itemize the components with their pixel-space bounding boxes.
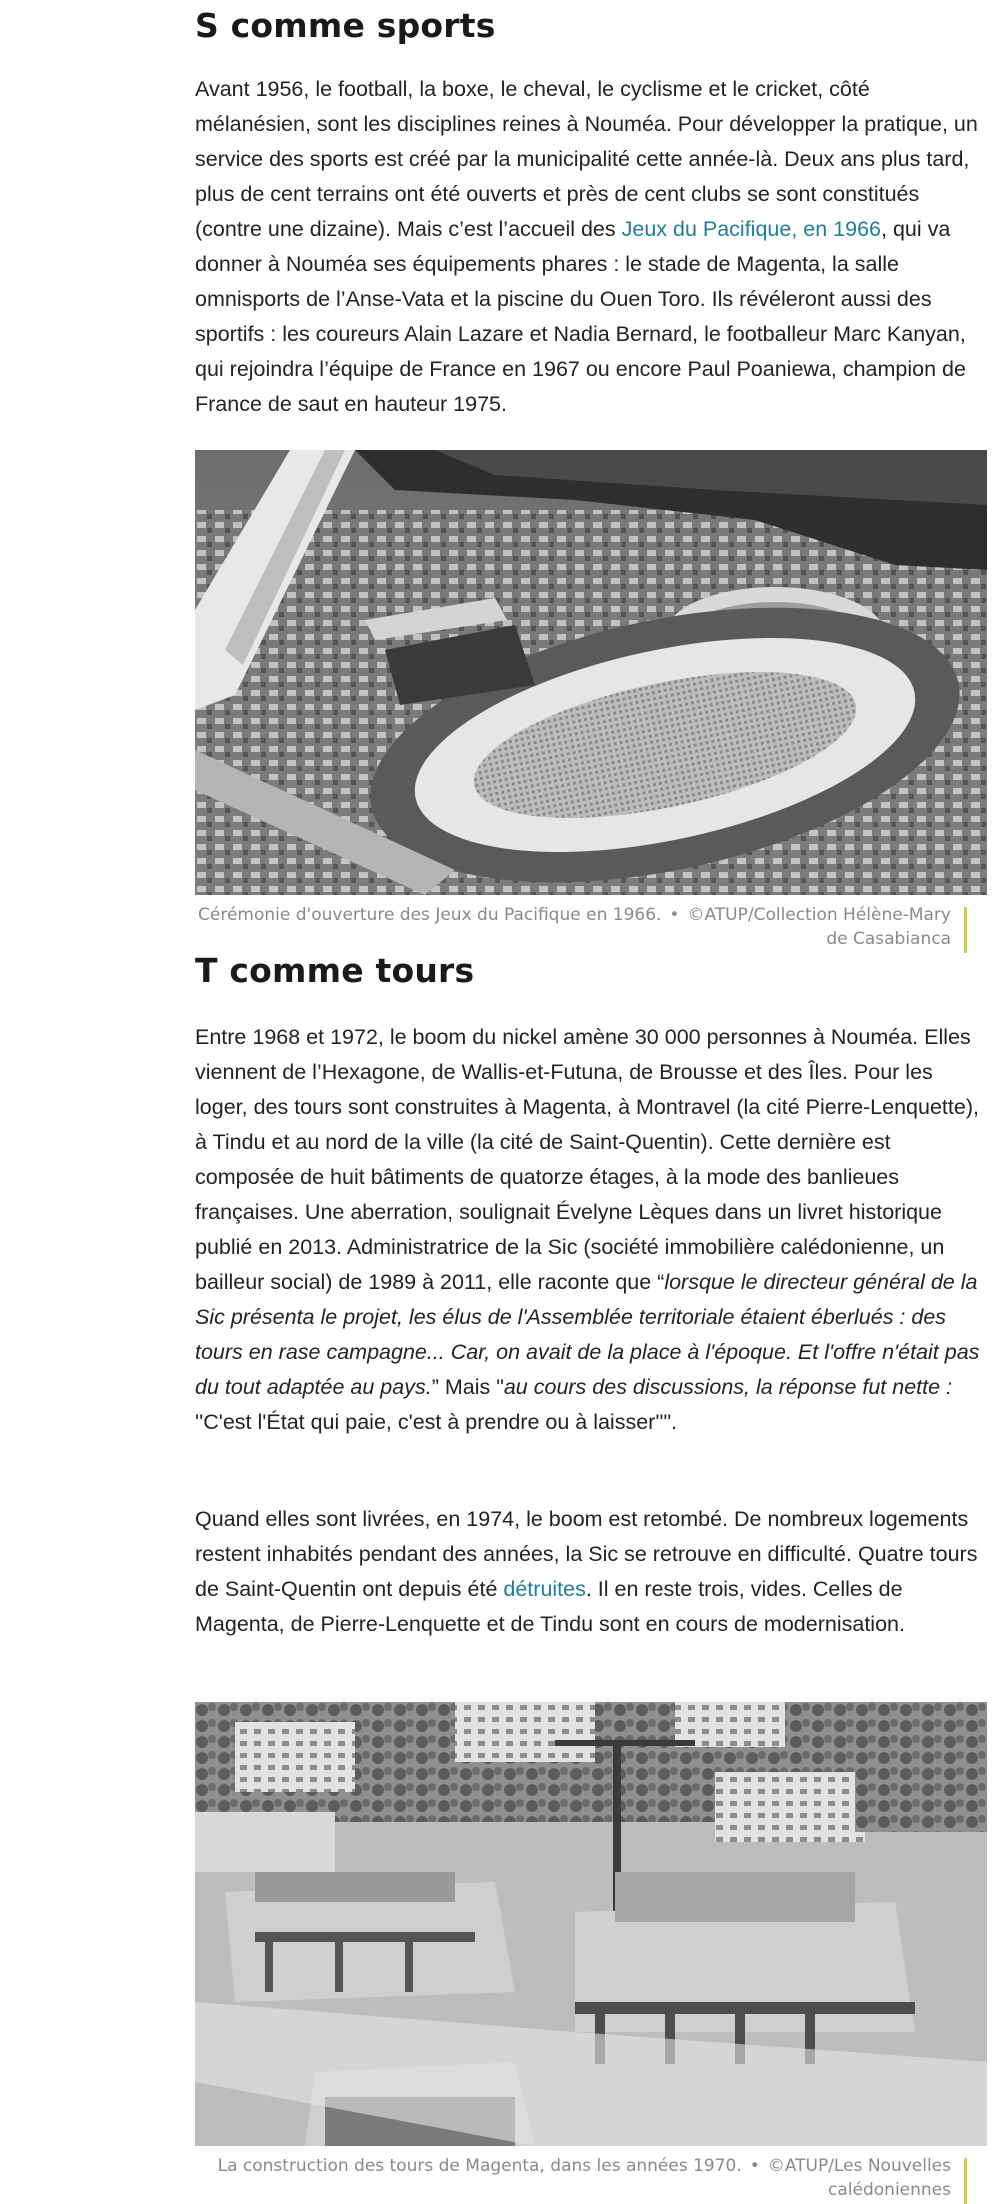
caption-credit: ©ATUP/Collection Hélène-Mary de Casabianca	[687, 905, 951, 949]
jeux-du-pacifique-link[interactable]: Jeux du Pacifique, en 1966	[621, 217, 881, 241]
section-title-sports: S comme sports	[195, 6, 496, 45]
sports-paragraph: Avant 1956, le football, la boxe, le cheval, le cyclisme et le cricket, côté mélanésien, sont les disciplines reines à Nouméa. Pour développer la pratique, un service des sports est créé par la municipalité cette année-là. Deux ans plus tard, plus de cent terrains ont été ouverts et près de cent clubs se sont constitués (contre une dizaine). Mais c’est l’accueil des Jeux du Pacifique, en 1966, qui va donner à Nouméa ses équipements phares : le stade de Magenta, la salle omnisports de l’Anse-Vata et la piscine du Ouen Toro. Ils révéleront aussi des sportifs : les coureurs Alain Lazare et Nadia Bernard, le footballeur Marc Kanyan, qui rejoindra l’équipe de France en 1967 ou encore Paul Poaniewa, champion de France de saut en hauteur 1975.	[195, 77, 978, 416]
caption-accent-bar	[964, 2158, 967, 2204]
towers-construction-image	[195, 1702, 987, 2146]
caption-text: La construction des tours de Magenta, dans les années 1970.	[217, 2156, 742, 2176]
towers-photo-caption: La construction des tours de Magenta, dans les années 1970. • ©ATUP/Les Nouvelles calédoniennes	[195, 2154, 987, 2202]
caption-credit: ©ATUP/Les Nouvelles calédoniennes	[767, 2156, 951, 2200]
stadium-photo	[195, 450, 987, 895]
stadium-aerial-image	[195, 450, 987, 895]
tours-paragraph-2: Quand elles sont livrées, en 1974, le boom est retombé. De nombreux logements restent inhabités pendant des années, la Sic se retrouve en difficulté. Quatre tours de Saint-Quentin ont depuis été détruites. Il en reste trois, vides. Celles de Magenta, de Pierre-Lenquette et de Tindu sont en cours de modernisation.	[195, 1507, 978, 1636]
section-title-tours: T comme tours	[195, 951, 475, 990]
detruites-link[interactable]: détruites	[503, 1577, 586, 1601]
tours-paragraph-1: Entre 1968 et 1972, le boom du nickel amène 30 000 personnes à Nouméa. Elles viennent de l’Hexagone, de Wallis-et-Futuna, de Brousse et des Îles. Pour les loger, des tours sont construites à Magenta, à Montravel (la cité Pierre-Lenquette), à Tindu et au nord de la ville (la cité de Saint-Quentin). Cette dernière est composée de huit bâtiments de quatorze étages, à la mode des banlieues françaises. Une aberration, soulignait Évelyne Lèques dans un livret historique publié en 2013. Administratrice de la Sic (société immobilière calédonienne, un bailleur social) de 1989 à 2011, elle raconte que “lorsque le directeur général de la Sic présenta le projet, les élus de l'Assemblée territoriale étaient éberlués : des tours en rase campagne... Car, on avait de la place à l'époque. Et l'offre n'était pas du tout adaptée au pays.” Mais "au cours des discussions, la réponse fut nette : ''C'est l'État qui paie, c'est à prendre ou à laisser''".	[195, 1025, 980, 1434]
stadium-photo-caption: Cérémonie d'ouverture des Jeux du Pacifique en 1966. • ©ATUP/Collection Hélène-Mary de Casabianca	[195, 903, 987, 951]
towers-photo	[195, 1702, 987, 2146]
caption-accent-bar	[964, 907, 967, 953]
caption-text: Cérémonie d'ouverture des Jeux du Pacifique en 1966.	[198, 905, 662, 925]
